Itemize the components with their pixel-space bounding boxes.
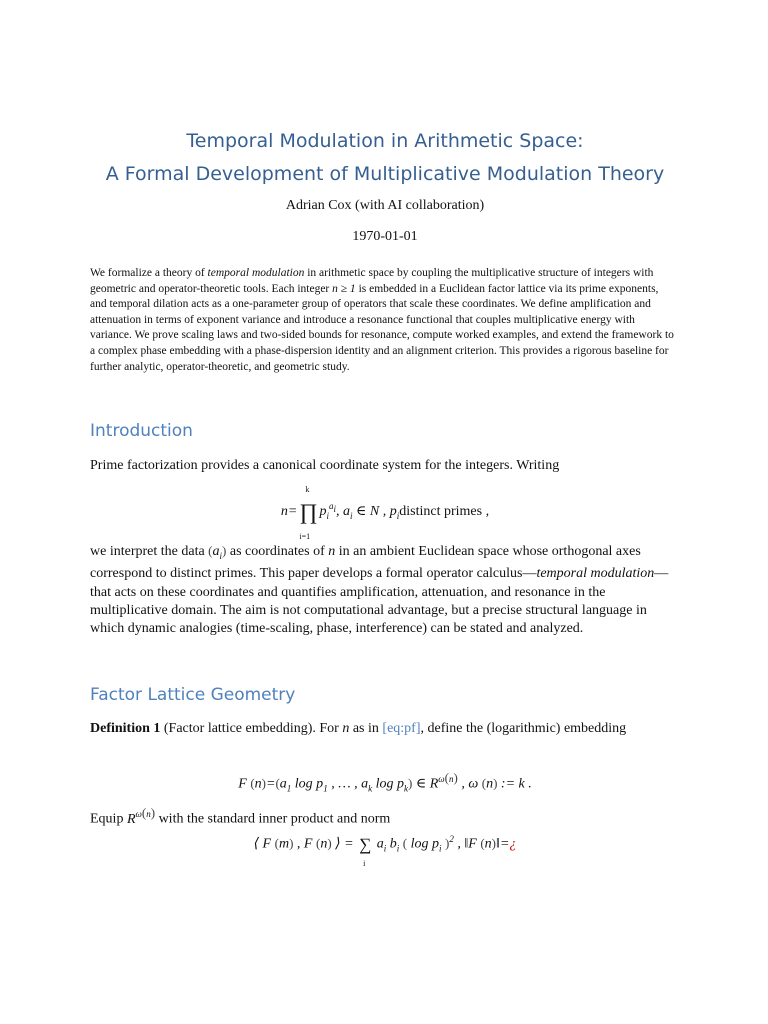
equation-inner-product: ⟨ F (m) , F (n) ⟩ = ∑ i $a_i$ $b_i$ ( $\log p_i$ )$^2$ , ‖F (n)‖=¿ (253, 834, 517, 868)
abstract-math: n ≥ 1 (332, 282, 356, 295)
equation-embedding: F $(n)=(a_1$ $\log p_1$ , … , $a_k$ $\log p_k$) ∈ $R^{\omega(n)}$ , ω (n) := k . (238, 770, 532, 794)
section-heading-factor-lattice: Factor Lattice Geometry (90, 685, 296, 705)
equip-sentence: Equip $R^{\omega(n)}$ with the standard inner product and norm (90, 805, 391, 827)
date: 1970-01-01 (352, 229, 418, 244)
equation-reference-link[interactable]: [eq:pf] (382, 721, 421, 736)
intro-paragraph-2: we interpret the data $(a_i)$ as coordinates of n in an ambient Euclidean space whose orthogonal axes correspond to distinct primes. This paper develops a formal operator calculus—temporal modulation—that acts on these coordinates and quantifies amplification, attenuation, and resonance in the multiplicative domain. The aim is not computational advantage, but a precise structural language in which dynamic analogies (time-scaling, phase, interference) can be stated and analyzed. (90, 543, 669, 637)
abstract: We formalize a theory of temporal modulation in arithmetic space by coupling the multiplicative structure of integers with geometric and operator-theoretic tools. Each integer n ≥ 1 is embedded in a Euclidean factor lattice via its prime exponents, and temporal dilation acts as a one-parameter group of operators that scale these coordinates. We define amplification and attenuation in terms of exponent variance and introduce a resonance functional that couples multiplicative energy with variance. We prove scaling laws and two-sided bounds for resonance, compute worked examples, and extend the framework to a complex phase embedding with a phase-dispersion identity and an alignment criterion. This provides a rigorous baseline for further analytic, operator-theoretic, and geometric study. (90, 267, 674, 373)
title-line-1: Temporal Modulation in Arithmetic Space: (186, 130, 584, 152)
intro-paragraph-1: Prime factorization provides a canonical coordinate system for the integers. Writing (90, 458, 560, 473)
section-heading-introduction: Introduction (90, 421, 193, 441)
title-line-2: A Formal Development of Multiplicative Modulation Theory (105, 163, 665, 185)
paper-title (90, 125, 680, 191)
author: Adrian Cox (with AI collaboration) (285, 198, 485, 213)
equation-prime-factorization: n= k ∏ i=1 $p_i^{a_i}$, $a_i$ ∈ N , $p_idistinct$ primes , (280, 485, 490, 541)
definition-1: Definition 1 (Factor lattice embedding). For n as in [eq:pf], define the (logarithmic) embedding (90, 721, 627, 736)
